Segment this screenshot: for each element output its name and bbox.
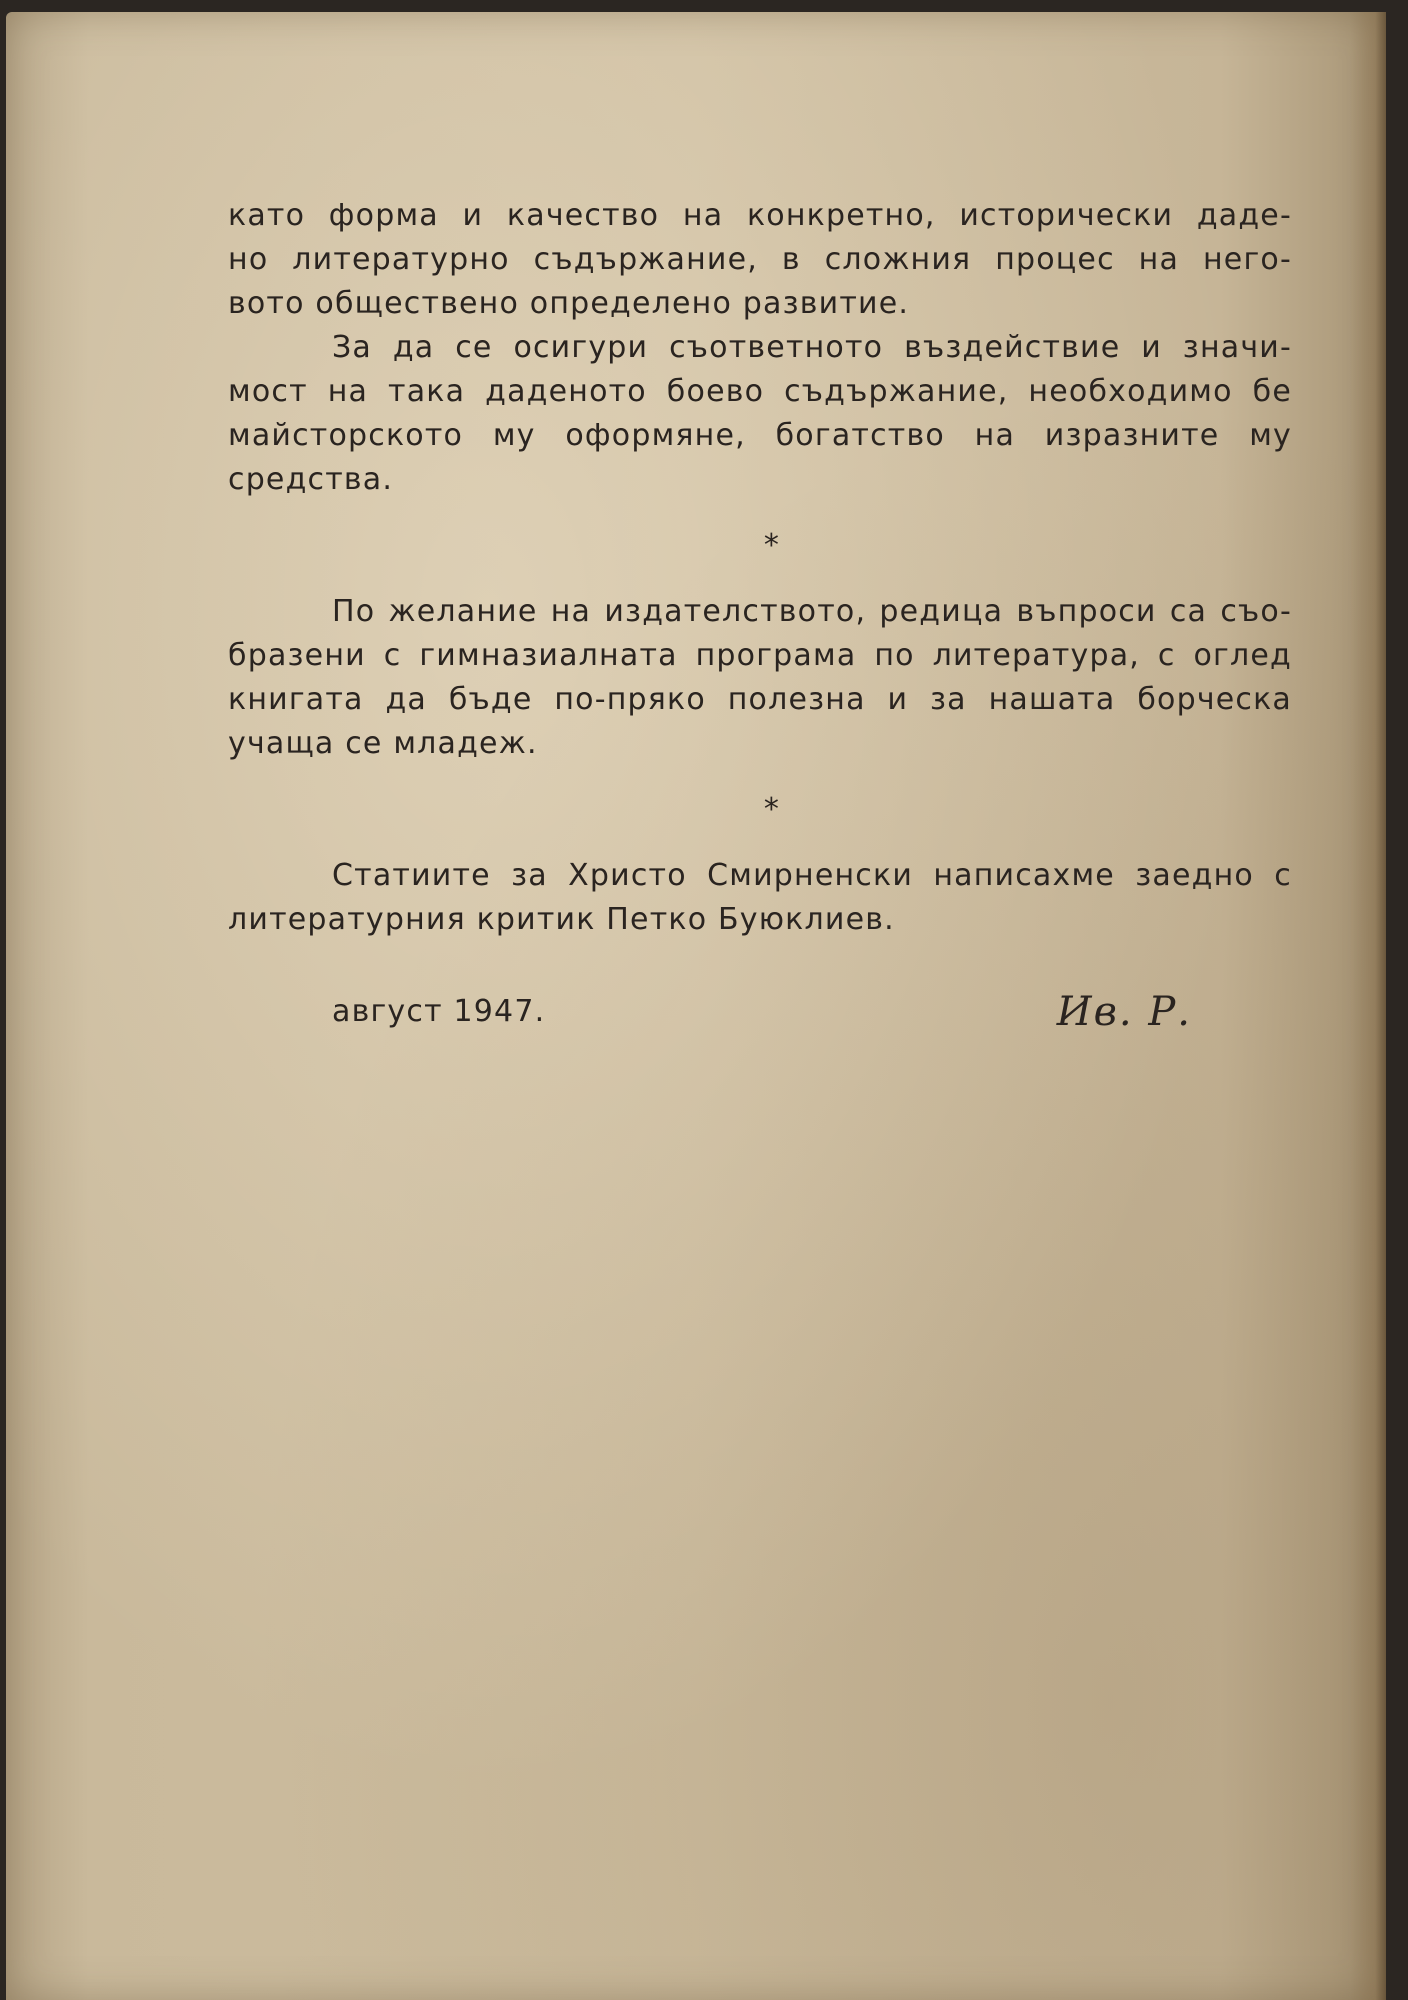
text-line: Статиите за Христо Смирненски написахме заедно с bbox=[332, 858, 1292, 893]
text-line: майсторското му оформяне, богатство на изразните му bbox=[228, 418, 1292, 453]
book-page bbox=[6, 12, 1386, 2000]
text-line: като форма и качество на конкретно, исторически даде- bbox=[228, 198, 1292, 233]
text-line: мост на така даденото боево съдържание, необходимо бе bbox=[228, 374, 1292, 409]
section-separator-asterisk: * bbox=[763, 528, 781, 563]
text-line: но литературно съдържание, в сложния процес на него- bbox=[228, 242, 1292, 277]
paragraph-2 bbox=[228, 326, 1292, 502]
author-signature: Ив. Р. bbox=[1056, 989, 1192, 1035]
text-line: книгата да бъде по-пряко полезна и за нашата борческа bbox=[228, 682, 1292, 717]
page-edge-shadow bbox=[1350, 12, 1386, 2000]
date-line: август 1947. bbox=[332, 994, 546, 1029]
text-line: средства. bbox=[228, 462, 394, 497]
text-line: За да се осигури съответното въздействие и значи- bbox=[332, 330, 1292, 365]
text-line: учаща се младеж. bbox=[228, 726, 538, 761]
paragraph-4 bbox=[228, 854, 1292, 942]
page-body-text bbox=[228, 194, 1292, 1042]
paragraph-1 bbox=[228, 194, 1292, 326]
page-footer bbox=[228, 982, 1292, 1042]
text-line: литературния критик Петко Буюклиев. bbox=[228, 902, 895, 937]
section-separator-asterisk: * bbox=[763, 792, 781, 827]
text-line: вото обществено определено развитие. bbox=[228, 286, 910, 321]
text-line: По желание на издателството, редица въпроси са съо- bbox=[332, 594, 1292, 629]
text-line: бразени с гимназиалната програма по литература, с оглед bbox=[228, 638, 1292, 673]
paragraph-3 bbox=[228, 590, 1292, 766]
